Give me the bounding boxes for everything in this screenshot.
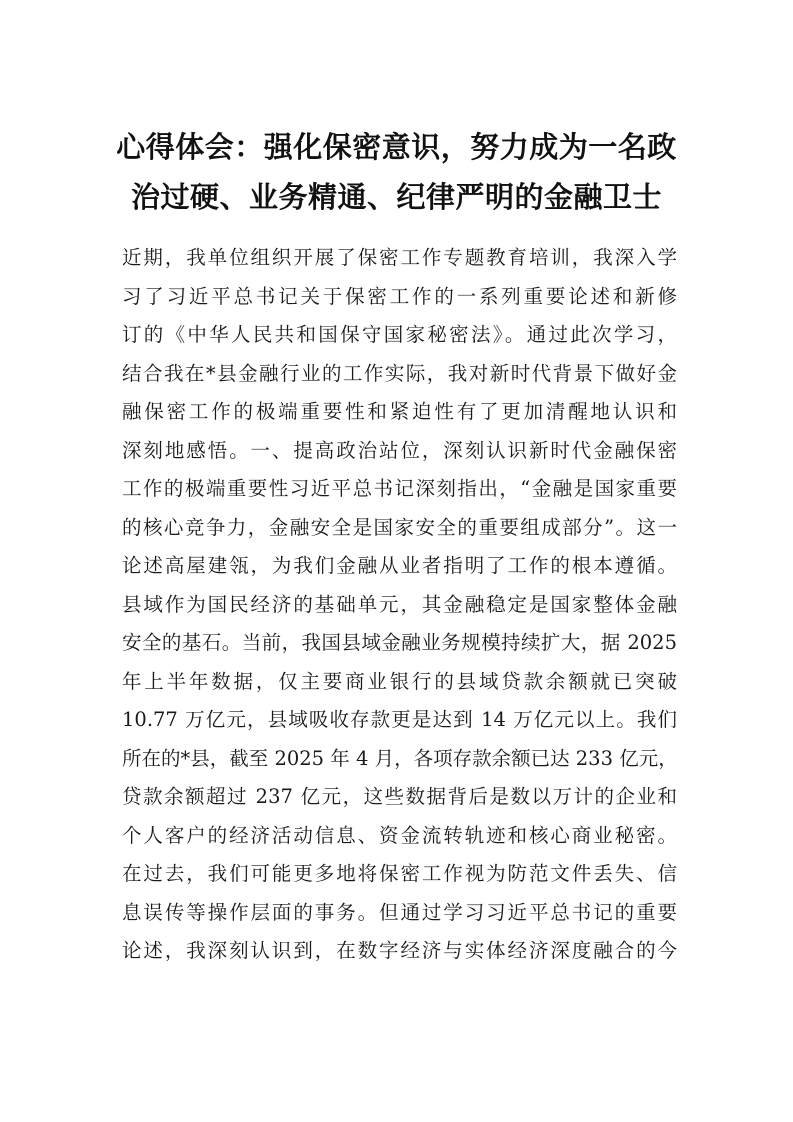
body-line: 深刻地感悟。一、提高政治站位，深刻认识新时代金融保密: [122, 438, 677, 462]
body-line: 订的《中华人民共和国保守国家秘密法》。通过此次学习，: [122, 323, 677, 346]
body-line: 在过去，我们可能更多地将保密工作视为防范文件丢失、信: [122, 862, 677, 885]
body-line: 近期，我单位组织开展了保密工作专题教育培训，我深入学: [122, 246, 677, 269]
body-line: 所在的*县，截至 2025 年 4 月，各项存款余额已达 233 亿元，: [122, 746, 678, 770]
body-line: 10.77 万亿元，县域吸收存款更是达到 14 万亿元以上。我们: [122, 708, 677, 731]
document-body: [122, 239, 677, 971]
body-line: 论述高屋建瓴，为我们金融从业者指明了工作的根本遵循。: [122, 554, 677, 577]
body-line: 个人客户的经济活动信息、资金流转轨迹和核心商业秘密。: [122, 823, 677, 847]
document-title: [110, 122, 683, 222]
body-line: 息误传等操作层面的事务。但通过学习习近平总书记的重要: [122, 900, 677, 924]
body-line: 工作的极端重要性习近平总书记深刻指出，“金融是国家重要: [122, 477, 677, 500]
body-line: 结合我在*县金融行业的工作实际，我对新时代背景下做好金: [122, 361, 677, 385]
body-line: 年上半年数据，仅主要商业银行的县域贷款余额就已突破: [122, 669, 677, 693]
body-line: 论述，我深刻认识到，在数字经济与实体经济深度融合的今: [122, 939, 677, 962]
title-line-1: 心得体会：强化保密意识，努力成为一名政: [116, 130, 677, 164]
body-line: 县域作为国民经济的基础单元，其金融稳定是国家整体金融: [122, 592, 677, 616]
body-line: 融保密工作的极端重要性和紧迫性有了更加清醒地认识和: [122, 400, 677, 423]
title-line-2: 治过硬、业务精通、纪律严明的金融卫士: [130, 180, 662, 214]
body-line: 贷款余额超过 237 亿元，这些数据背后是数以万计的企业和: [122, 785, 677, 808]
body-line: 习了习近平总书记关于保密工作的一系列重要论述和新修: [122, 284, 677, 308]
body-line: 的核心竞争力，金融安全是国家安全的重要组成部分”。这一: [122, 515, 677, 539]
body-line: 安全的基石。当前，我国县域金融业务规模持续扩大，据 2025: [122, 631, 677, 654]
